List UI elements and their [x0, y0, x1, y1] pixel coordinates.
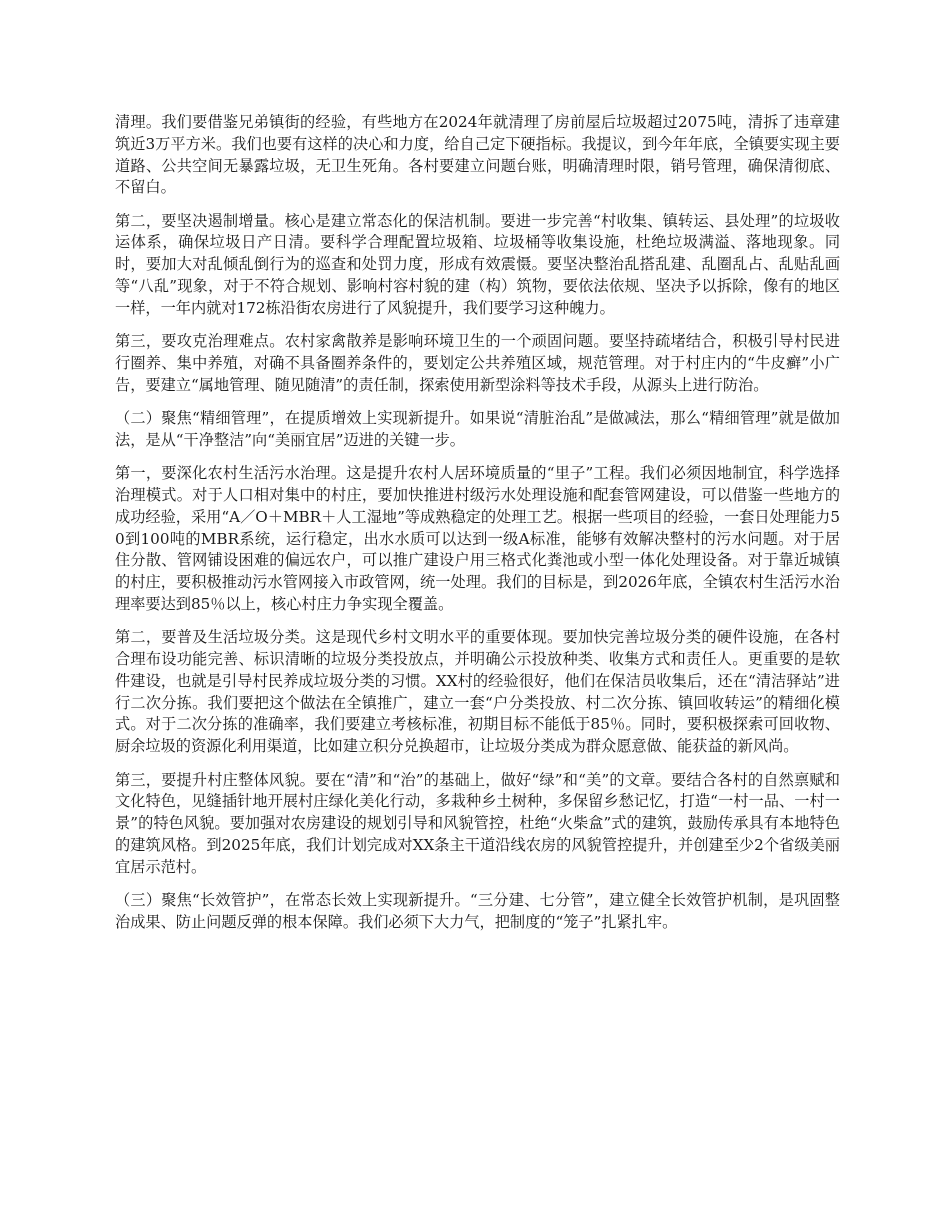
paragraph-curb-increment: 第二，要坚决遏制增量。核心是建立常态化的保洁机制。要进一步完善“村收集、镇转运、县处理”的垃圾收运体系，确保垃圾日产日清。要科学合理配置垃圾箱、垃圾桶等收集设施，杜绝垃圾满溢、落地现象。同时，要加大对乱倾乱倒行为的巡查和处罚力度，形成有效震慑。要坚决整治乱搭乱建、乱圈乱占、乱贴乱画等“八乱”现象，对于不符合规划、影响村容村貌的建（构）筑物，要依法依规、坚决予以拆除，像有的地区一样，一年内就对172栋沿街农房进行了风貌提升，我们要学习这种魄力。 [115, 211, 840, 317]
section-heading-long-term-maintenance: （三）聚焦“长效管护”，在常态长效上实现新提升。“三分建、七分管”，建立健全长效管护机制，是巩固整治成果、防止问题反弹的根本保障。我们必须下大力气，把制度的“笼子”扎紧扎牢。 [115, 891, 840, 931]
paragraph-tackle-difficulties: 第三，要攻克治理难点。农村家禽散养是影响环境卫生的一个顽固问题。要坚持疏堵结合，积极引导村民进行圈养、集中养殖，对确不具备圈养条件的，要划定公共养殖区域，规范管理。对于村庄内的“牛皮癣”小广告，要建立“属地管理、随见随清”的责任制，探索使用新型涂料等技术手段，从源头上进行防治。 [115, 332, 840, 394]
document-body [115, 112, 840, 945]
paragraph-garbage-sorting: 第二，要普及生活垃圾分类。这是现代乡村文明水平的重要体现。要加快完善垃圾分类的硬件设施，在各村合理布设功能完善、标识清晰的垃圾分类投放点，并明确公示投放种类、收集方式和责任人。更重要的是软件建设，也就是引导村民养成垃圾分类的习惯。XX村的经验很好，他们在保洁员收集后，还在“清洁驿站”进行二次分拣。我们要把这个做法在全镇推广，建立一套“户分类投放、村二次分拣、镇回收转运”的精细化模式。对于二次分拣的准确率，我们要建立考核标准，初期目标不能低于85％。同时，要积极探索可回收物、厨余垃圾的资源化利用渠道，比如建立积分兑换超市，让垃圾分类成为群众愿意做、能获益的新风尚。 [115, 628, 840, 756]
section-heading-fine-management: （二）聚焦“精细管理”，在提质增效上实现新提升。如果说“清脏治乱”是做减法，那么“精细管理”就是做加法，是从“干净整洁”向“美丽宜居”迈进的关键一步。 [115, 409, 840, 449]
paragraph-village-appearance: 第三，要提升村庄整体风貌。要在“清”和“治”的基础上，做好“绿”和“美”的文章。要结合各村的自然禀赋和文化特色，见缝插针地开展村庄绿化美化行动，多栽种乡土树种，多保留乡愁记忆，打造“一村一品、一村一景”的特色风貌。要加强对农房建设的规划引导和风貌管控，杜绝“火柴盒”式的建筑，鼓励传承具有本地特色的建筑风格。到2025年底，我们计划完成对XX条主干道沿线农房的风貌管控提升，并创建至少2个省级美丽宜居示范村。 [115, 770, 840, 876]
paragraph-sewage-treatment: 第一，要深化农村生活污水治理。这是提升农村人居环境质量的“里子”工程。我们必须因地制宜，科学选择治理模式。对于人口相对集中的村庄，要加快推进村级污水处理设施和配套管网建设，可以借鉴一些地方的成功经验，采用“A／O＋MBR＋人工湿地”等成熟稳定的处理工艺。根据一些项目的经验，一套日处理能力50到100吨的MBR系统，运行稳定，出水水质可以达到一级A标准，能够有效解决整村的污水问题。对于居住分散、管网铺设困难的偏远农户，可以推广建设户用三格式化粪池或小型一体化处理设备。对于靠近城镇的村庄，要积极推动污水管网接入市政管网，统一处理。我们的目标是，到2026年底，全镇农村生活污水治理率要达到85％以上，核心村庄力争实现全覆盖。 [115, 464, 840, 613]
paragraph-cleanup-target: 清理。我们要借鉴兄弟镇街的经验，有些地方在2024年就清理了房前屋后垃圾超过2075吨，清拆了违章建筑近3万平方米。我们也要有这样的决心和力度，给自己定下硬指标。我提议，到今年年底，全镇要实现主要道路、公共空间无暴露垃圾，无卫生死角。各村要建立问题台账，明确清理时限，销号管理，确保清彻底、不留白。 [115, 113, 840, 197]
